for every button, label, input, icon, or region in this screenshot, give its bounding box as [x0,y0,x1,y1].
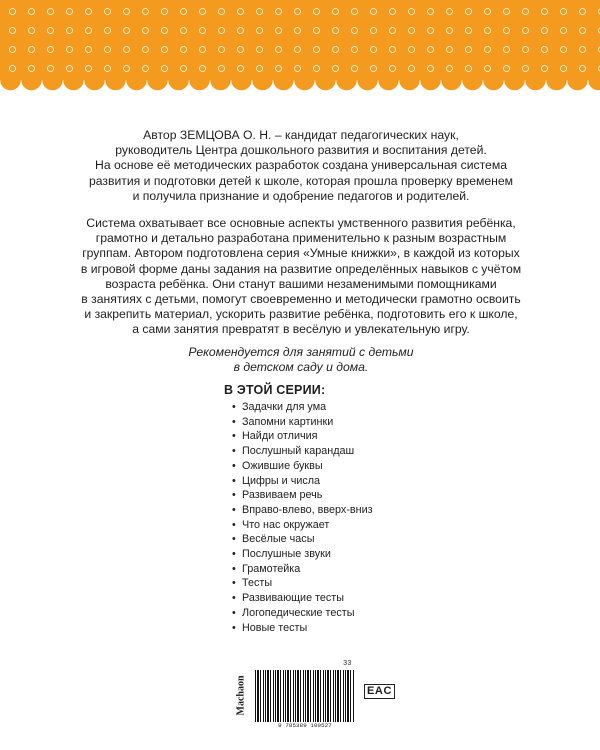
intro-line: развития и подготовки детей к школе, которая прошла проверку временем [88,173,514,188]
system-description [62,216,540,338]
intro-line: Автор ЗЕМЦОВА О. Н. – кандидат педагогических наук, [143,128,459,142]
barcode-code: 33 [343,660,352,668]
eac-mark: EAC [364,684,395,699]
banner-scalloped-edge [0,80,600,92]
intro-line: руководитель Центра дошкольного развития и воспитания детей. [115,143,487,158]
series-item: • Запомни картинки [232,415,373,430]
author-intro [62,128,540,204]
publisher-name: Machaon [235,675,247,715]
barcode-bars [255,670,355,722]
series-item: • Послушный карандаш [232,444,373,459]
series-item: • Тесты [232,576,373,591]
series-list [232,400,373,635]
series-item: • Ожившие буквы [232,459,373,474]
series-item: • Найди отличия [232,429,373,444]
system-line: группам. Автором подготовлена серия «Умные книжки», в каждой из которых [82,246,520,261]
system-line: Система охватывает все основные аспекты умственного развития ребёнка, [86,216,516,230]
series-item: • Весёлые часы [232,532,373,547]
system-line: в занятиях с детьми, помогут своевременно и методически грамотно освоить [81,292,521,307]
system-line: грамотно и детально разработана применительно к разным возрастным [95,231,507,246]
intro-line: и получила признание и одобрение педагогов и родителей. [132,188,470,203]
series-item: • Вправо-влево, вверх-вниз [232,503,373,518]
system-line: а сами занятия превратят в весёлую и увлекательную игру. [132,322,470,337]
isbn-barcode [255,660,355,732]
top-decorative-banner [0,0,600,80]
recommend-line: в детском саду и дома. [233,360,369,375]
barcode-number: 9 785389 100527 [278,722,332,729]
series-item: • Новые тесты [232,621,373,636]
series-item: • Задачки для ума [232,400,373,415]
recommendation [62,345,540,375]
series-item: • Послушные звуки [232,547,373,562]
series-heading: В ЭТОЙ СЕРИИ: [224,383,326,397]
series-item: • Логопедические тесты [232,606,373,621]
series-item: • Развивающие тесты [232,591,373,606]
series-item: • Грамотейка [232,562,373,577]
system-line: в игровой форме даны задания на развитие определённых навыков с учётом [80,261,522,276]
series-item: • Развиваем речь [232,488,373,503]
intro-line: На основе её методических разработок создана универсальная система [95,158,507,173]
system-line: и закрепить материал, ускорить развитие ребёнка, подготовить его к школе, [84,307,518,322]
recommend-line: Рекомендуется для занятий с детьми [188,345,414,359]
publisher-logo [232,666,250,724]
series-item: • Что нас окружает [232,518,373,533]
series-item: • Цифры и числа [232,474,373,489]
system-line: возраста ребёнка. Они станут вашими незаменимыми помощниками [105,276,497,291]
